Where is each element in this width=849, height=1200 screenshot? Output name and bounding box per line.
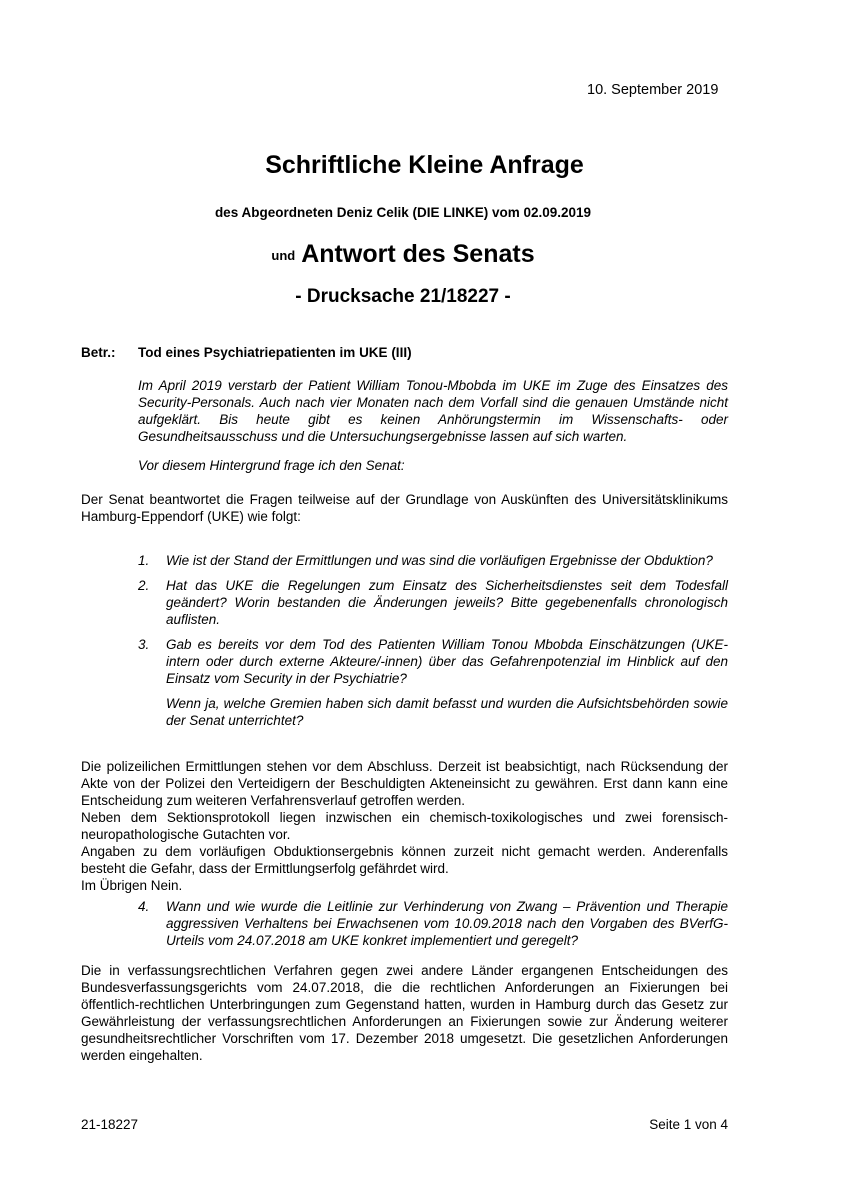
answer-paragraph: Angaben zu dem vorläufigen Obduktionsergebnis können zurzeit nicht gemacht werden. Anderenfalls besteht die Gefahr, dass der Ermittlungserfolg gefährdet wird.: [81, 844, 728, 876]
question-number: 3.: [138, 637, 150, 652]
answer-questions-1-3: [81, 758, 728, 894]
document-date: 10. September 2019: [587, 82, 719, 98]
answer-heading: [0, 240, 806, 269]
question-text: Wann und wie wurde die Leitlinie zur Verhinderung von Zwang – Prävention und Therapie aggressiven Verhaltens bei Erwachsenen vom 10.09.2018 nach den Vorgaben des BVerfG-Urteils vom 24.07.2018 am UKE konkret implementiert und geregelt?: [166, 899, 728, 948]
intro-text: Im April 2019 verstarb der Patient William Tonou-Mbobda im UKE im Zuge des Einsatzes des Security-Personals. Auch nach vier Monaten nach dem Vorfall sind die genauen Umstände nicht aufgeklärt. Bis heute gibt es keinen Anhörungstermin im Wissenschafts- oder Gesundheitsausschuss und die Untersuchungsergebnisse lassen auf sich warten.: [138, 378, 728, 444]
answer-question-4: Die in verfassungsrechtlichen Verfahren gegen zwei andere Länder ergangenen Entscheidungen des Bundesverfassungsgerichts vom 24.07.2018, die die rechtlichen Anforderungen an Fixierungen bei öffentlich-rechtlichen Unterbringungen zum Gegenstand hatten, wurden in Hamburg durch das Gesetz zur Gewährleistung der verfassungsrechtlichen Anforderungen an Fixierungen sowie zur Änderung weiterer gesundheitsrechtlicher Vorschriften vom 17. Dezember 2018 umgesetzt. Die gesetzlichen Anforderungen werden eingehalten.: [81, 963, 728, 1063]
answer-heading-text: Antwort des Senats: [301, 240, 535, 268]
question-number: 2.: [138, 578, 150, 593]
betreff-label: Betr.:: [81, 345, 116, 360]
question-text: Gab es bereits vor dem Tod des Patienten William Tonou Mbobda Einschätzungen (UKE-intern oder durch externe Akteure/-innen) über das Gefahrenpotenzial im Hinblick auf den Einsatz vom Security in der Psychiatrie?: [166, 637, 728, 686]
question-3: [138, 636, 728, 687]
answer-paragraph: Im Übrigen Nein.: [81, 878, 183, 893]
document-title: Schriftliche Kleine Anfrage: [265, 151, 584, 179]
answer-paragraph: Neben dem Sektionsprotokoll liegen inzwischen ein chemisch-toxikologisches und zwei forensisch-neuropathologische Gutachten vor.: [81, 810, 728, 842]
footer-page-number: Seite 1 von 4: [649, 1117, 728, 1132]
question-4-block: [138, 898, 728, 949]
questions-list: [138, 552, 728, 729]
question-3-followup: Wenn ja, welche Gremien haben sich damit befasst und wurden die Aufsichtsbehörden sowie der Senat unterrichtet?: [166, 696, 728, 728]
question-text: Hat das UKE die Regelungen zum Einsatz des Sicherheitsdienstes seit dem Todesfall geändert? Worin bestanden die Änderungen jeweils? Bitte gegebenenfalls chronologisch auflisten.: [166, 578, 728, 627]
question-number: 4.: [138, 899, 150, 914]
question-text: Wie ist der Stand der Ermittlungen und was sind die vorläufigen Ergebnisse der Obduktion?: [166, 553, 713, 568]
document-subtitle: des Abgeordneten Deniz Celik (DIE LINKE) vom 02.09.2019: [214, 205, 592, 220]
question-number: 1.: [138, 553, 150, 568]
footer-doc-number: 21-18227: [81, 1117, 139, 1132]
answer-paragraph: Die polizeilichen Ermittlungen stehen vor dem Abschluss. Derzeit ist beabsichtigt, nach Rücksendung der Akte von der Polizei den Verteidigern der Beschuldigten Akteneinsicht zu gewähren. Erst dann kann eine Entscheidung zum weiteren Verfahrensverlauf getroffen werden.: [81, 759, 728, 808]
question-4: [138, 898, 728, 949]
question-2: [138, 577, 728, 628]
betreff-text: Tod eines Psychiatriepatienten im UKE (III): [138, 345, 412, 360]
lead-question: Vor diesem Hintergrund frage ich den Senat:: [138, 458, 405, 473]
drucksache-number: - Drucksache 21/18227 -: [295, 286, 511, 307]
question-1: [138, 552, 728, 569]
senate-intro: Der Senat beantwortet die Fragen teilweise auf der Grundlage von Auskünften des Universitätsklinikums Hamburg-Eppendorf (UKE) wie folgt:: [81, 492, 728, 524]
intro-paragraph: [138, 377, 728, 445]
answer-heading-und: und: [271, 248, 296, 263]
